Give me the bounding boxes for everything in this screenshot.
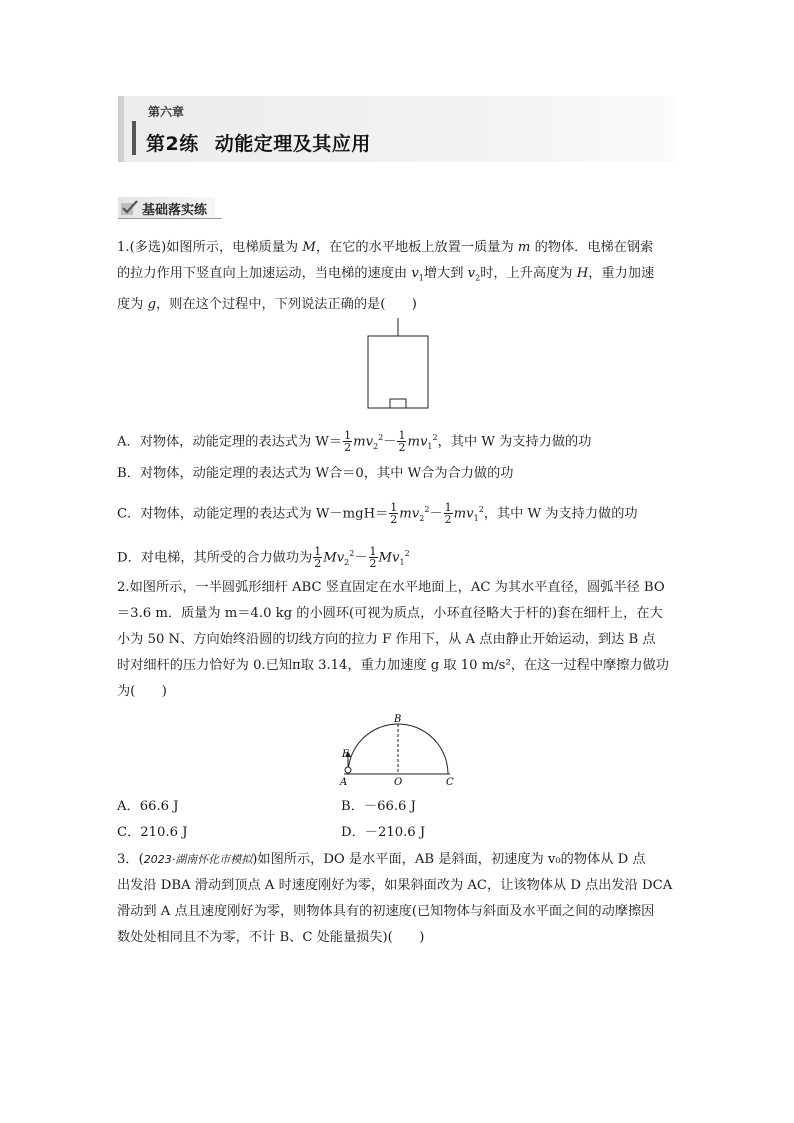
semicircle-diagram (336, 712, 466, 792)
q3-line-3: 滑动到 A 点且速度刚好为零，则物体具有的初速度(已知物体与斜面及水平面之间的动摩擦因 (117, 904, 655, 919)
q1-line-1: 1.(多选)如图所示，电梯质量为 M，在它的水平地板上放置一质量为 m 的物体．电梯在钢索 (117, 240, 654, 255)
q2-option-b[interactable]: B．－66.6 J (341, 799, 416, 814)
q2-line-2: ＝3.6 m．质量为 m＝4.0 kg 的小圆环(可视为质点，小环直径略大于杆的)套在细杆上，在大 (117, 606, 663, 621)
q1-line-2: 的拉力作用下竖直向上加速运动，当电梯的速度由 $v_1$增大到 $v_2$时，上升高度为 H，重力加速 (117, 266, 655, 283)
section-rule (118, 218, 222, 219)
label-f: F (342, 749, 349, 760)
q1-line-3: 度为 g，则在这个过程中，下列说法正确的是( ) (117, 296, 417, 312)
q3-line-2: 出发沿 DBA 滑动到顶点 A 时速度刚好为零，如果斜面改为 AC，让该物体从 D 点出发沿 DCA (117, 878, 673, 893)
section-label (118, 197, 215, 219)
lesson-number: 第2练 (146, 133, 199, 155)
elevator-car (368, 336, 428, 408)
lesson-title (146, 129, 371, 156)
q2-line-1: 2.如图所示，一半圆弧形细杆 ABC 竖直固定在水平地面上，AC 为其水平直径，圆弧半径 BO (117, 580, 665, 595)
q2-line-4: 时对细杆的压力恰好为 0.已知π取 3.14，重力加速度 g 取 10 m/s²，在这一过程中摩擦力做功 (117, 658, 669, 673)
lesson-name: 动能定理及其应用 (214, 133, 371, 155)
q2-option-d[interactable]: D．－210.6 J (341, 825, 426, 840)
q2-line-5: 为( ) (117, 684, 167, 699)
label-o: O (394, 777, 403, 788)
chapter-label: 第六章 (148, 105, 185, 119)
header-accent-bar (132, 121, 136, 155)
q2-option-c[interactable]: C．210.6 J (117, 825, 188, 840)
q2-option-a[interactable]: A．66.6 J (117, 799, 179, 814)
section-label-text: 基础落实练 (142, 202, 208, 218)
q1-option-b[interactable]: B．对物体，动能定理的表达式为 W合＝0，其中 W合为合力做的功 (117, 466, 514, 481)
question-1-text (117, 235, 677, 318)
question-2-text (117, 575, 677, 705)
checkbox-check-icon (120, 200, 138, 216)
q3-line-4: 数处处相同且不为零，不计 B、C 处能量损失)( ) (117, 930, 425, 945)
q3-line-1: 3．(2023·湖南怀化市模拟)如图所示，DO 是水平面，AB 是斜面，初速度为 v₀的物体从 D 点 (117, 852, 646, 867)
label-c: C (446, 777, 454, 788)
ring (345, 767, 351, 773)
label-b: B (394, 714, 402, 725)
q1-option-c[interactable]: C．对物体，动能定理的表达式为 W－mgH＝ $\frac{1}{2}$ $mv_2^2-$ $\frac{1}{2}$ $mv_1^2$，其中 W 为支持力做的功 (117, 501, 638, 527)
q3-source: 2023·湖南怀化市模拟 (143, 853, 253, 866)
header-accent (118, 96, 124, 162)
q1-option-a[interactable]: A．对物体，动能定理的表达式为 W＝ $\frac{1}{2}$ $mv_2^2-$ $\frac{1}{2}$ $mv_1^2$，其中 W 为支持力做的功 (117, 429, 592, 455)
q2-line-3: 小为 50 N、方向始终沿圆的切线方向的拉力 F 作用下，从 A 点由静止开始运动，到达 B 点 (117, 632, 656, 647)
q1-option-d[interactable]: D．对电梯，其所受的合力做功为 $\frac{1}{2}$ $Mv_2^2-$ $\frac{1}{2}$ $Mv_1^2$ (117, 545, 410, 571)
label-a: A (340, 777, 348, 788)
question-3-text (117, 847, 677, 951)
block-object (390, 399, 406, 408)
elevator-diagram (360, 318, 440, 413)
